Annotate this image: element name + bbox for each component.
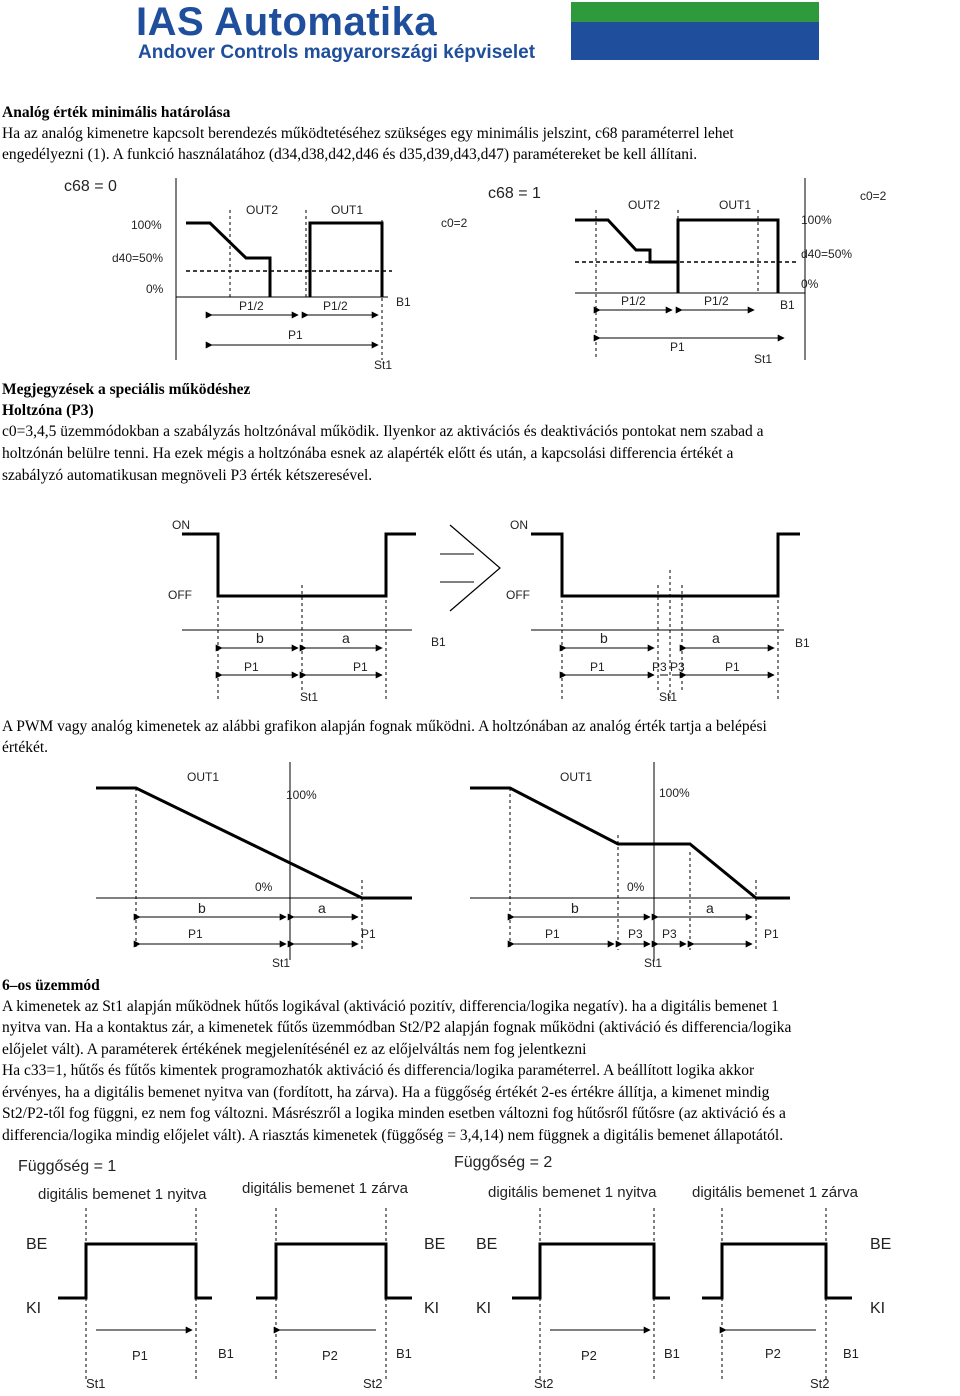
right-st1-label: St1 xyxy=(659,690,678,704)
right-0-label: 0% xyxy=(627,880,645,894)
left-st1-label: St1 xyxy=(300,690,319,704)
left-0-label: 0% xyxy=(255,880,273,894)
section4-line5: érvényes, ha a digitális bemenet nyitva van (fordított, ha zárva). Ha a függőség értékét 2-es értékre állítja, a kimenet mindig xyxy=(2,1084,770,1101)
dep1-be2-label: BE xyxy=(424,1236,446,1253)
logo-subtitle: Andover Controls magyarországi képviselet xyxy=(138,42,536,63)
left-b-label: b xyxy=(198,900,206,916)
section4-line4: Ha c33=1, hűtős és fűtős kimentek programozhatók aktiváció és differencia/logika paraméterrel. A beállított logika akkor xyxy=(2,1062,755,1079)
right-100-label: 100% xyxy=(801,213,832,227)
figure-mode6-dependency-labels xyxy=(0,1150,960,1390)
page-header xyxy=(0,0,960,70)
left-p1b-label: P1 xyxy=(361,927,376,941)
left-p1b-label: P1 xyxy=(353,660,368,674)
left-100-label: 100% xyxy=(286,788,317,802)
dep1-p2-label: P2 xyxy=(322,1348,338,1363)
dep1-p1-label: P1 xyxy=(132,1348,148,1363)
section3-line2: értékét. xyxy=(2,739,49,756)
dep2-label: Függőség = 2 xyxy=(454,1154,553,1171)
right-p1b-label: P1 xyxy=(764,927,779,941)
dep2-be2-label: BE xyxy=(870,1236,892,1253)
section4-line3: előjelet vált). A paraméterek értékének megjelenítésénél ez az előjelváltás nem fog jelentkezni xyxy=(2,1041,587,1058)
right-p1b-label: P1 xyxy=(725,660,740,674)
left-out1-label: OUT1 xyxy=(331,203,364,217)
dep1-be1-label: BE xyxy=(26,1236,48,1253)
right-b1-label: B1 xyxy=(780,298,795,312)
section4-line2: nyitva van. Ha a kontaktus zár, a kimenetek fűtős üzemmódban St2/P2 alapján fognak működni (aktiváció és differencia/logika xyxy=(2,1019,792,1036)
right-0-label: 0% xyxy=(801,277,819,291)
left-b1-label: B1 xyxy=(396,295,411,309)
right-p3a-label: P3 xyxy=(628,927,643,941)
right-b-label: b xyxy=(600,630,608,646)
dep1-open-label: digitális bemenet 1 nyitva xyxy=(38,1186,207,1203)
dep2-closed-label: digitális bemenet 1 zárva xyxy=(692,1184,858,1201)
section4-line1: A kimenetek az St1 alapján működnek hűtős logikával (aktiváció pozitív, differencia/logika negatív). ha a digitális bemenet 1 xyxy=(2,998,779,1015)
dep2-st2b-label: St2 xyxy=(810,1376,830,1391)
c68-1-label: c68 = 1 xyxy=(488,185,541,202)
left-a-label: a xyxy=(318,900,326,916)
right-b1-label: B1 xyxy=(795,636,810,650)
left-b-label: b xyxy=(256,630,264,646)
right-out1-label: OUT1 xyxy=(719,198,752,212)
figure-minimum-limit-labels xyxy=(0,170,960,390)
right-d40-label: d40=50% xyxy=(801,247,853,261)
left-p1a-label: P1 xyxy=(188,927,203,941)
dep1-st1-label: St1 xyxy=(86,1376,106,1391)
left-c0-label: c0=2 xyxy=(441,216,468,230)
dep2-b1a-label: B1 xyxy=(664,1346,680,1361)
left-on-label: ON xyxy=(172,518,190,532)
section4-title: 6–os üzemmód xyxy=(2,977,100,994)
dep1-label: Függőség = 1 xyxy=(18,1158,117,1175)
dep1-ki1-label: KI xyxy=(26,1300,42,1317)
right-out2-label: OUT2 xyxy=(628,198,661,212)
dep2-p2b-label: P2 xyxy=(765,1346,781,1361)
left-off-label: OFF xyxy=(168,588,192,602)
section4-line6: St2/P2-től fog függni, ez nem fog változni. Másrészről a logika minden esetben változni fog hűtősről fűtősre (az aktiváció és a xyxy=(2,1105,786,1122)
dep1-b1a-label: B1 xyxy=(218,1346,234,1361)
section3-line1: A PWM vagy analóg kimenetek az alábbi grafikon alapján fognak működni. A holtzónában az analóg érték tartja a belépési xyxy=(2,718,767,735)
left-100-label: 100% xyxy=(131,218,162,232)
logo-title: IAS Automatika xyxy=(136,0,438,44)
left-a-label: a xyxy=(342,630,350,646)
right-b-label: b xyxy=(571,900,579,916)
dep2-open-label: digitális bemenet 1 nyitva xyxy=(488,1184,657,1201)
right-on-label: ON xyxy=(510,518,528,532)
section4-line7: differencia/logika mindig előjelet vált). A riasztás kimenetek (függőség = 3,4,14) nem függnek a digitális bemenet állapotától. xyxy=(2,1127,784,1144)
dep2-p2a-label: P2 xyxy=(581,1348,597,1363)
section2-title: Megjegyzések a speciális működéshez xyxy=(2,381,251,398)
left-0-label: 0% xyxy=(146,282,164,296)
dep2-ki1-label: KI xyxy=(476,1300,492,1317)
left-half1-label: P1/2 xyxy=(239,299,264,313)
dep2-st2a-label: St2 xyxy=(534,1376,554,1391)
right-half2-label: P1/2 xyxy=(704,294,729,308)
left-d40-label: d40=50% xyxy=(112,251,164,265)
right-c0-label: c0=2 xyxy=(860,189,887,203)
dep1-closed-label: digitális bemenet 1 zárva xyxy=(242,1180,408,1197)
left-st1-label: St1 xyxy=(272,956,291,970)
right-a-label: a xyxy=(712,630,720,646)
section2-line3: szabályzó automatikusan megnöveli P3 érték kétszeresével. xyxy=(2,467,373,484)
dep2-b1b-label: B1 xyxy=(843,1346,859,1361)
right-p3a-label: P3 xyxy=(652,660,667,674)
left-st1-label: St1 xyxy=(374,358,393,372)
right-100-label: 100% xyxy=(659,786,690,800)
right-p1a-label: P1 xyxy=(590,660,605,674)
left-p1-label: P1 xyxy=(288,328,303,342)
figure-deadzone-onoff-labels xyxy=(0,510,960,710)
dep1-ki2-label: KI xyxy=(424,1300,440,1317)
right-p1a-label: P1 xyxy=(545,927,560,941)
section2-line1: c0=3,4,5 üzemmódokban a szabályzás holtzónával működik. Ilyenkor az aktivációs és deaktivációs pontokat nem szabad a xyxy=(2,423,764,440)
section1-title: Analóg érték minimális határolása xyxy=(2,104,231,121)
dep2-be1-label: BE xyxy=(476,1236,498,1253)
right-p3b-label: P3 xyxy=(670,660,685,674)
figure-deadzone-analog-labels xyxy=(0,760,960,975)
right-p3b-label: P3 xyxy=(662,927,677,941)
left-out2-label: OUT2 xyxy=(246,203,279,217)
left-half2-label: P1/2 xyxy=(323,299,348,313)
section2-line2: holtzónán belülre tenni. Ha ezek mégis a holtzónába esnek az alapérték előtt és után, a kapcsolási differencia értékét a xyxy=(2,445,734,462)
c68-0-label: c68 = 0 xyxy=(64,178,117,195)
left-b1-label: B1 xyxy=(431,635,446,649)
right-st1-label: St1 xyxy=(754,352,773,366)
right-st1-label: St1 xyxy=(644,956,663,970)
right-a-label: a xyxy=(706,900,714,916)
logo-flag xyxy=(571,2,819,60)
right-off-label: OFF xyxy=(506,588,530,602)
section1-line1: Ha az analóg kimenetre kapcsolt berendezés működtetéséhez szükséges egy minimális jelszint, c68 paraméterrel lehet xyxy=(2,125,734,142)
left-p1a-label: P1 xyxy=(244,660,259,674)
dep2-ki2-label: KI xyxy=(870,1300,886,1317)
right-out1-label: OUT1 xyxy=(560,770,593,784)
section2-subtitle: Holtzóna (P3) xyxy=(2,402,94,419)
right-p1-label: P1 xyxy=(670,340,685,354)
section1-line2: engedélyezni (1). A funkció használatához (d34,d38,d42,d46 és d35,d39,d43,d47) paramétereket be kell állítani. xyxy=(2,146,698,163)
dep1-st2-label: St2 xyxy=(363,1376,383,1391)
dep1-b1b-label: B1 xyxy=(396,1346,412,1361)
left-out1-label: OUT1 xyxy=(187,770,220,784)
right-half1-label: P1/2 xyxy=(621,294,646,308)
